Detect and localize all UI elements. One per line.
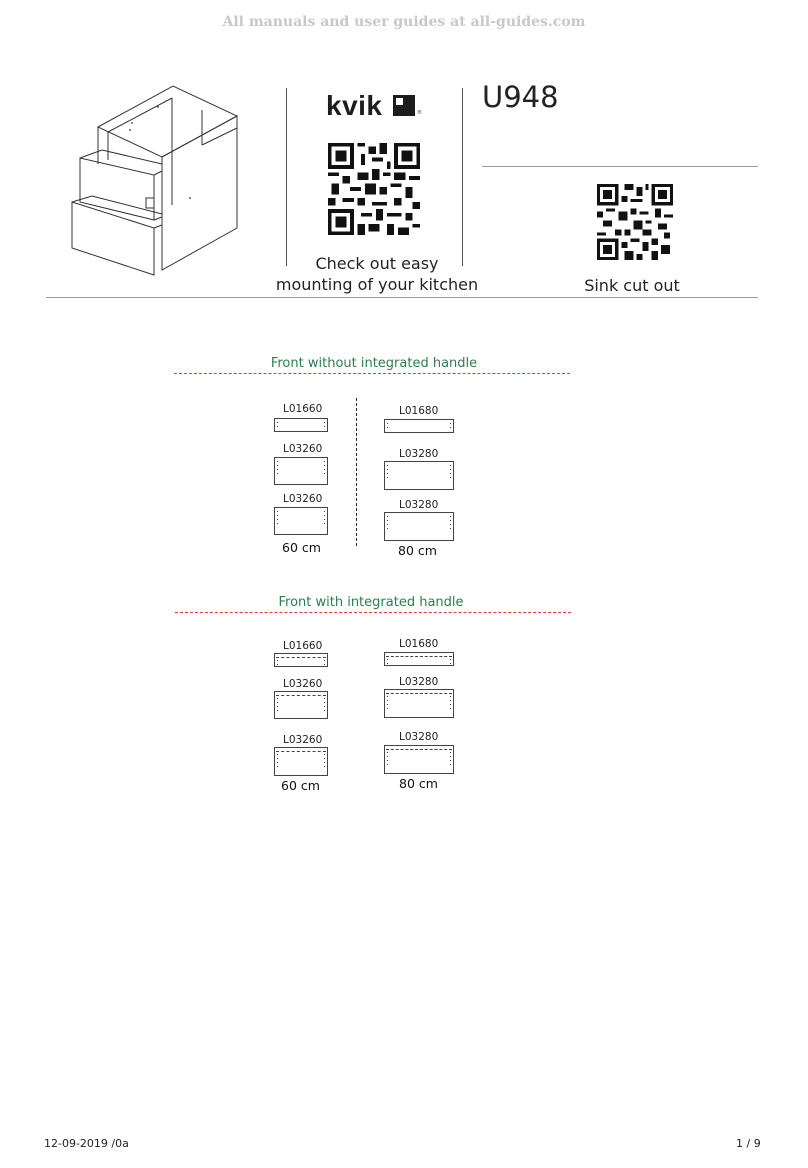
part-number: L03260 (283, 493, 323, 505)
part-number: L03260 (283, 443, 323, 455)
sink-caption: Sink cut out (584, 276, 680, 295)
brand-logo-mark (393, 95, 415, 116)
part-number: L03260 (283, 734, 323, 746)
qr-code-icon (328, 143, 420, 235)
mounting-caption (270, 253, 484, 295)
qr-code-icon (597, 184, 673, 260)
page-number: 1 / 9 (736, 1137, 761, 1150)
front-panel-handle (384, 652, 454, 666)
divider-left (286, 88, 287, 266)
part-number: L03280 (399, 448, 439, 460)
brand-name: kvik (326, 90, 383, 121)
section-divider (174, 373, 570, 374)
product-code: U948 (482, 80, 559, 114)
front-panel (274, 418, 328, 432)
part-number: L01680 (399, 405, 439, 417)
front-panel (274, 457, 328, 485)
front-panel (274, 507, 328, 535)
divider-right (462, 88, 463, 266)
front-panel-handle (384, 745, 454, 774)
column-separator (356, 398, 357, 546)
header-rule (46, 297, 758, 298)
section-title-with-handle: Front with integrated handle (278, 595, 464, 610)
brand-logo (326, 90, 383, 122)
mounting-caption-line2: mounting of your kitchen (275, 275, 479, 294)
part-number: L01680 (399, 638, 439, 650)
front-panel-handle (384, 689, 454, 718)
front-panel-handle (274, 747, 328, 776)
front-panel (384, 419, 454, 433)
part-number: L03260 (283, 678, 323, 690)
section-title-no-handle: Front without integrated handle (270, 356, 478, 371)
width-label: 60 cm (282, 540, 321, 555)
mounting-caption-line1: Check out easy (315, 254, 439, 273)
registered-mark: ® (417, 110, 422, 116)
part-number: L01660 (283, 403, 323, 415)
footer-date: 12-09-2019 /0a (44, 1137, 129, 1150)
cabinet-drawing-icon (62, 80, 247, 280)
front-panel-handle (274, 653, 328, 667)
width-label: 60 cm (281, 778, 320, 793)
front-panel (384, 512, 454, 541)
width-label: 80 cm (399, 776, 438, 791)
part-number: L03280 (399, 731, 439, 743)
part-number: L01660 (283, 640, 323, 652)
title-underline (482, 166, 758, 167)
watermark-text: All manuals and user guides at all-guides.com (222, 14, 586, 30)
width-label: 80 cm (398, 543, 437, 558)
front-panel-handle (274, 691, 328, 719)
part-number: L03280 (399, 676, 439, 688)
front-panel (384, 461, 454, 490)
part-number: L03280 (399, 499, 439, 511)
section-divider (175, 612, 571, 613)
